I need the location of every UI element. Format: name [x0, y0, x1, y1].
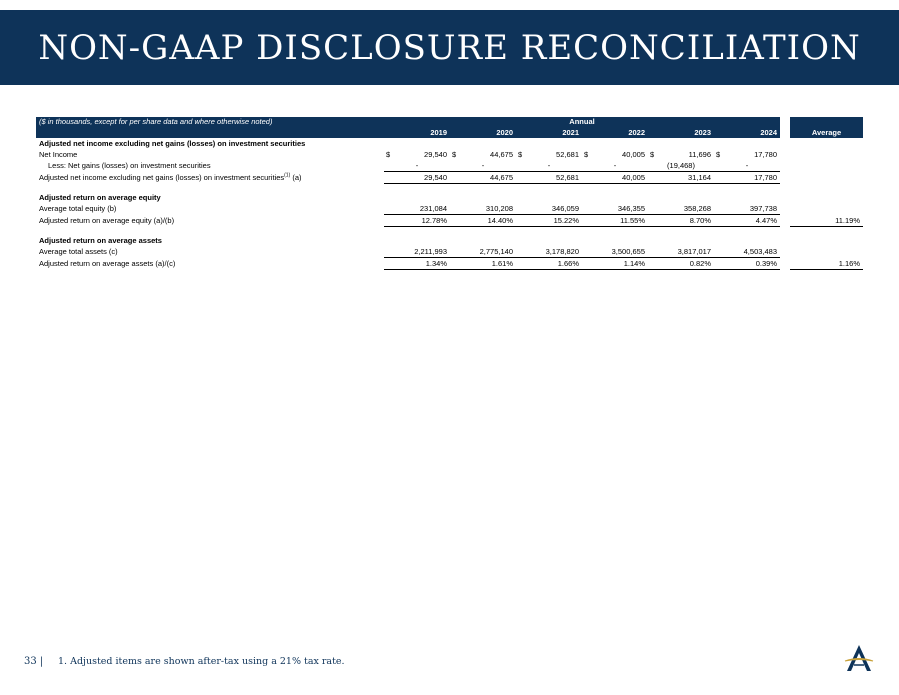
row-label: Average total assets (c) [39, 247, 118, 257]
table-row [36, 258, 863, 270]
table-cell: 0.82% [648, 258, 714, 270]
table-cell: 3,178,820 [516, 246, 582, 258]
atlantic-a-logo-icon [842, 644, 876, 672]
table-cell: $ 44,675 [452, 150, 513, 159]
row-label: Average total equity (b) [39, 204, 117, 214]
currency-symbol: $ [650, 150, 655, 159]
table-cell: 346,355 [582, 203, 648, 215]
year-header: 2022 [582, 127, 648, 138]
table-cell: 1.34% [384, 258, 450, 270]
table-cell: 2,211,993 [384, 246, 450, 258]
table-cell: - [384, 160, 450, 172]
section-heading-row [36, 235, 863, 246]
section-heading-row [36, 192, 863, 203]
table-header-row-2 [36, 127, 863, 138]
section-heading: Adjusted return on average assets [39, 236, 162, 245]
table-row [36, 172, 863, 184]
table-row [36, 215, 863, 227]
average-cell: 11.19% [790, 215, 863, 227]
row-label: Adjusted return on average equity (a)/(b) [39, 216, 175, 225]
page-number: 33 | [24, 656, 44, 667]
table-cell: 14.40% [450, 215, 516, 227]
currency-symbol: $ [386, 150, 391, 159]
table-cell: - [516, 160, 582, 172]
average-header: Average [790, 127, 863, 138]
table-cell: $ 17,780 [716, 150, 778, 159]
table-cell: 346,059 [516, 203, 582, 215]
currency-symbol: $ [716, 150, 721, 159]
table-cell: - [714, 160, 780, 172]
table-cell: 4,503,483 [714, 246, 780, 258]
table-row [36, 160, 863, 172]
section-heading-row [36, 138, 863, 149]
table-cell: 8.70% [648, 215, 714, 227]
year-header: 2019 [384, 127, 450, 138]
table-cell: 231,084 [384, 203, 450, 215]
year-header: 2023 [648, 127, 714, 138]
header-gap [780, 127, 790, 138]
currency-symbol: $ [452, 150, 457, 159]
table-cell: 1.61% [450, 258, 516, 270]
table-header-row-1 [36, 117, 863, 127]
row-label: Less: Net gains (losses) on investment securities [48, 161, 211, 171]
table-cell: 0.39% [714, 258, 780, 270]
annual-group-header: Annual [384, 117, 780, 127]
table-cell: $ 11,696 [650, 150, 711, 159]
units-note: ($ in thousands, except for per share data and where otherwise noted) [36, 117, 384, 127]
reconciliation-table [36, 117, 863, 270]
row-label: Adjusted return on average assets (a)/(c) [39, 259, 176, 268]
table-cell: 397,738 [714, 203, 780, 215]
table-cell: 12.78% [384, 215, 450, 227]
table-cell: (19,468) [648, 160, 714, 172]
table-cell: 40,005 [582, 172, 648, 184]
row-label: Adjusted net income excluding net gains (losses) on investment securities$^{(1)}$ (a) [39, 172, 302, 182]
table-cell: 310,208 [450, 203, 516, 215]
table-row [36, 203, 863, 215]
section-heading: Adjusted net income excluding net gains (losses) on investment securities [39, 139, 306, 148]
currency-symbol: $ [584, 150, 589, 159]
page-title: NON-GAAP DISCLOSURE RECONCILIATION [38, 28, 861, 68]
footnote-marker: (1) [284, 172, 291, 179]
table-cell: $ 52,681 [518, 150, 579, 159]
table-cell: 1.14% [582, 258, 648, 270]
table-cell: 31,164 [648, 172, 714, 184]
table-cell: 29,540 [384, 172, 450, 184]
year-header: 2021 [516, 127, 582, 138]
table-cell: 2,775,140 [450, 246, 516, 258]
table-cell: 11.55% [582, 215, 648, 227]
table-cell: 4.47% [714, 215, 780, 227]
currency-symbol: $ [518, 150, 523, 159]
table-row [36, 246, 863, 258]
section-heading: Adjusted return on average equity [39, 193, 161, 202]
table-row [36, 149, 863, 160]
row-label: Net Income [39, 150, 78, 159]
table-cell: - [450, 160, 516, 172]
table-cell: 1.66% [516, 258, 582, 270]
table-cell: 3,500,655 [582, 246, 648, 258]
reconciliation-table-wrapper [36, 117, 863, 270]
average-header-blank [790, 117, 863, 127]
year-header: 2020 [450, 127, 516, 138]
footnote: 1. Adjusted items are shown after-tax using a 21% tax rate. [58, 656, 345, 667]
page-separator: | [39, 656, 44, 667]
average-cell: 1.16% [790, 258, 863, 270]
table-cell: 17,780 [714, 172, 780, 184]
header-label-blank [36, 127, 384, 138]
table-cell: 3,817,017 [648, 246, 714, 258]
table-cell: 52,681 [516, 172, 582, 184]
table-cell: 358,268 [648, 203, 714, 215]
table-cell: $ 29,540 [386, 150, 447, 159]
table-cell: 15.22% [516, 215, 582, 227]
year-header: 2024 [714, 127, 780, 138]
table-cell: - [582, 160, 648, 172]
table-cell: $ 40,005 [584, 150, 645, 159]
table-cell: 44,675 [450, 172, 516, 184]
header-gap [780, 117, 790, 127]
